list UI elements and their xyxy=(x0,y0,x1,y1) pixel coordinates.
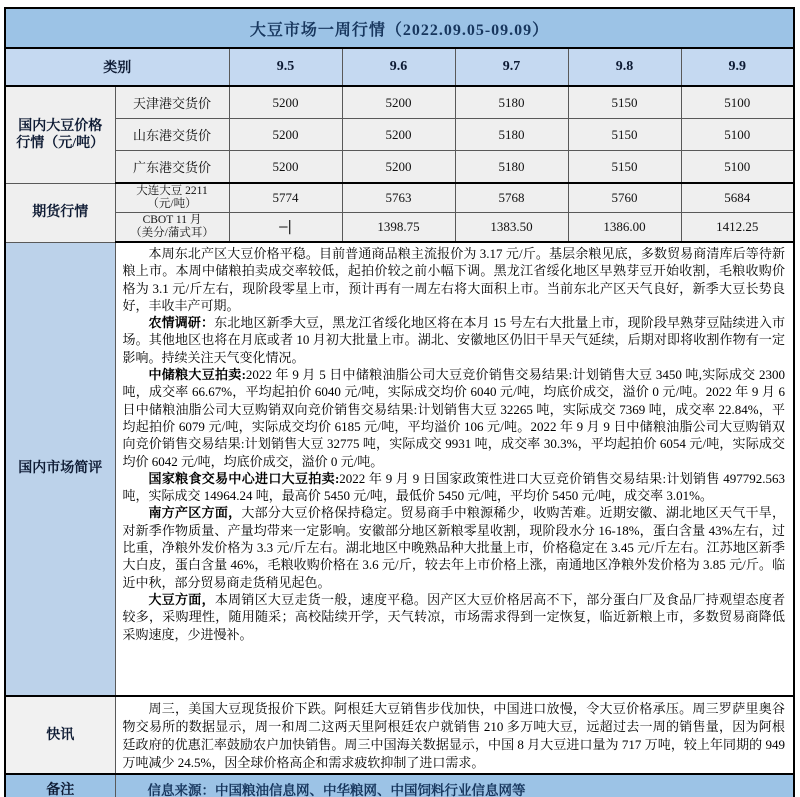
section-label-futures: 期货行情 xyxy=(5,183,115,242)
section-label-review: 国内市场简评 xyxy=(5,242,115,696)
section-label-note: 备注 xyxy=(5,774,115,797)
row-label-shandong-port: 山东港交货价 xyxy=(115,119,229,151)
paragraph-lead: 国家粮食交易中心进口大豆拍卖: xyxy=(148,470,340,486)
note-content: 信息来源：中国粮油信息网、中华粮网、中国饲料行业信息网等 xyxy=(115,774,794,797)
paragraph-lead: 农情调研： xyxy=(148,315,215,331)
news-paragraph: 周三，美国大豆现货报价下跌。阿根廷大豆销售步伐加快，中国进口放慢，令大豆价格承压。周三罗萨里奥谷物交易所的数据显示，周一和周二这两天里阿根廷农户就销售 210 多万吨大豆，远超过去一周的销售量，因为阿根廷政府的优惠汇率鼓励农户加快销售。周三中国海关数据显示，中国 8 月大豆进口量为 717 万吨，较上年同期的 949 万吨减少 24.5%，因全球价格高企和需求疲软抑制了进口需求。 xyxy=(122,701,786,770)
row-label-line: 大连大豆 2211 xyxy=(136,185,208,197)
section-label-news: 快讯 xyxy=(5,696,115,774)
news-text-block xyxy=(116,697,794,773)
row-label-dalian-2211 xyxy=(115,183,229,213)
col-header-category: 类别 xyxy=(5,48,229,86)
row-label-line: CBOT 11 月 xyxy=(142,214,202,226)
price-cell: 5100 xyxy=(681,86,794,119)
section-label-domestic-price xyxy=(5,86,115,183)
price-cell: 5180 xyxy=(455,119,568,151)
col-header-9-6: 9.6 xyxy=(342,48,455,86)
futures-value-cell: 5760 xyxy=(568,183,681,213)
paragraph-lead: 中储粮大豆拍卖: xyxy=(148,367,246,383)
price-cell: 5200 xyxy=(229,151,342,184)
price-cell: 5200 xyxy=(229,86,342,119)
table-row xyxy=(5,242,794,696)
report-table xyxy=(4,7,795,797)
row-label-line: （美分/蒲式耳） xyxy=(130,227,214,239)
price-cell: 5150 xyxy=(568,119,681,151)
futures-value-cell: 1386.00 xyxy=(568,213,681,243)
price-cell: 5100 xyxy=(681,119,794,151)
table-row xyxy=(5,183,794,213)
paragraph-text: 2022 年 9 月 9 日国家政策性进口大豆竞价销售交易结果:计划销售 497792.563 吨，实际成交 14964.24 吨，最高价 5450 元/吨，最低价 5450 元/吨，平均价 5450 元/吨，成交率 3.01%。 xyxy=(122,470,785,504)
review-paragraph xyxy=(123,245,786,314)
table-row xyxy=(5,696,794,774)
futures-value-cell: 5763 xyxy=(342,183,455,213)
review-paragraph xyxy=(123,504,786,590)
table-row xyxy=(5,48,794,86)
price-cell: 5200 xyxy=(229,119,342,151)
review-text-block xyxy=(116,243,794,695)
table-row xyxy=(5,86,794,119)
table-row xyxy=(5,119,794,151)
price-cell: 5150 xyxy=(568,86,681,119)
page-title: 大豆市场一周行情（2022.09.05-09.09） xyxy=(5,8,794,48)
paragraph-text: 东北地区新季大豆，黑龙江省绥化地区将在本月 15 号左右大批量上市，现阶段早熟芽豆陆续进入市场。其他地区也将在月底或者 10 月初大批量上市。湖北、安徽地区仍旧干旱天气延续，后期对即将收割作物有一定影响。持续关注天气变化情况。 xyxy=(122,315,786,365)
row-label-guangdong-port: 广东港交货价 xyxy=(115,151,229,184)
futures-value-cell: 1412.25 xyxy=(681,213,794,243)
paragraph-text: 大部分大豆价格保持稳定。贸易商手中粮源稀少，收购苦难。近期安徽、湖北地区天气干旱，对新季作物质量、产量均带来一定影响。安徽部分地区新粮零星收割，现阶段水分 16-18%，蛋白含量 43%左右，过比重，净粮外发价格为 3.3 元/斤左右。湖北地区中晚熟品种大批量上市，价格稳定在 3.45 元/斤左右。江苏地区新季大白皮，蛋白含量 46%，毛粮收购价格在 3.6 元/斤，较去年上市价格上涨，南通地区净粮外发价格为 3.85 元/斤。临近中秋，部分贸易商走货稍见起色。 xyxy=(122,505,786,590)
table-row xyxy=(5,8,794,48)
col-header-9-5: 9.5 xyxy=(229,48,342,86)
price-cell: 5100 xyxy=(681,151,794,184)
section-label-line: 国内大豆价格 xyxy=(18,118,103,134)
paragraph-text: 本周销区大豆走货一般，速度平稳。因产区大豆价格居高不下，部分蛋白厂及食品厂持观望态度者较多，采购理性，随用随采；高校陆续开学，天气转凉，市场需求得到一定恢复，临近新粮上市，多数贸易商降低采购速度，少进慢补。 xyxy=(122,591,786,642)
row-label-cbot-nov xyxy=(115,213,229,243)
price-cell: 5180 xyxy=(455,151,568,184)
section-label-line: 行情（元/吨） xyxy=(16,135,105,151)
news-content xyxy=(115,696,794,774)
paragraph-text: 本周东北产区大豆价格平稳。目前普通商品粮主流报价为 3.17 元/斤。基层余粮见底，多数贸易商清库后等待新粮上市。本周中储粮拍卖成交率较低，起拍价较之前小幅下调。黑龙江省绥化地区早熟芽豆开始收割，毛粮收购价格为 3.1 元/斤左右，现阶段零星上市，预计再有一周左右将大面积上市。当前东北产区天气良好，新季大豆长势良好，丰收丰产可期。 xyxy=(122,246,786,313)
col-header-9-7: 9.7 xyxy=(455,48,568,86)
futures-value-cell: 1383.50 xyxy=(455,213,568,243)
table-row xyxy=(5,213,794,243)
review-paragraph xyxy=(123,314,786,366)
table-row xyxy=(5,774,794,797)
review-content xyxy=(115,242,794,696)
no-data-dash: —| xyxy=(229,213,342,243)
futures-value-cell: 1398.75 xyxy=(342,213,455,243)
review-paragraph xyxy=(123,366,786,470)
table-row xyxy=(5,151,794,184)
col-header-9-8: 9.8 xyxy=(568,48,681,86)
row-label-tianjin-port: 天津港交货价 xyxy=(115,86,229,119)
paragraph-lead: 南方产区方面， xyxy=(148,505,242,521)
review-paragraph xyxy=(123,470,786,505)
col-header-9-9: 9.9 xyxy=(681,48,794,86)
paragraph-text: 2022 年 9 月 5 日中储粮油脂公司大豆竞价销售交易结果:计划销售大豆 3450 吨,实际成交 2300 吨，成交率 66.67%，平均起拍价 6040 元/吨，实际成交均价 6040 元/吨，均底价成交，溢价 0 元/吨。2022 年 9 月 6 日中储粮油脂公司大豆购销双向竞价销售交易结果:计划销售大豆 32265 吨，实际成交 7369 吨，成交率 22.84%，平均起拍价 6079 元/吨，实际成交均价 6185 元/吨，平均溢价 106 元/吨。2022 年 9 月 9 日中储粮油脂公司大豆购销双向竞价销售交易结果:计划销售大豆 32775 吨，实际成交 9931 吨，成交率 30.3%，平均起拍价 6054 元/吨，实际成交均价 6042 元/吨，均底价成交，溢价 0 元/吨。 xyxy=(122,367,786,469)
price-cell: 5200 xyxy=(342,151,455,184)
futures-value-cell: 5768 xyxy=(455,183,568,213)
price-cell: 5150 xyxy=(568,151,681,184)
futures-value-cell: 5684 xyxy=(681,183,794,213)
review-paragraph xyxy=(123,591,786,643)
price-cell: 5180 xyxy=(455,86,568,119)
price-cell: 5200 xyxy=(342,119,455,151)
price-cell: 5200 xyxy=(342,86,455,119)
row-label-line: （元/吨） xyxy=(147,198,197,210)
futures-value-cell: 5774 xyxy=(229,183,342,213)
paragraph-lead: 大豆方面， xyxy=(148,591,215,607)
